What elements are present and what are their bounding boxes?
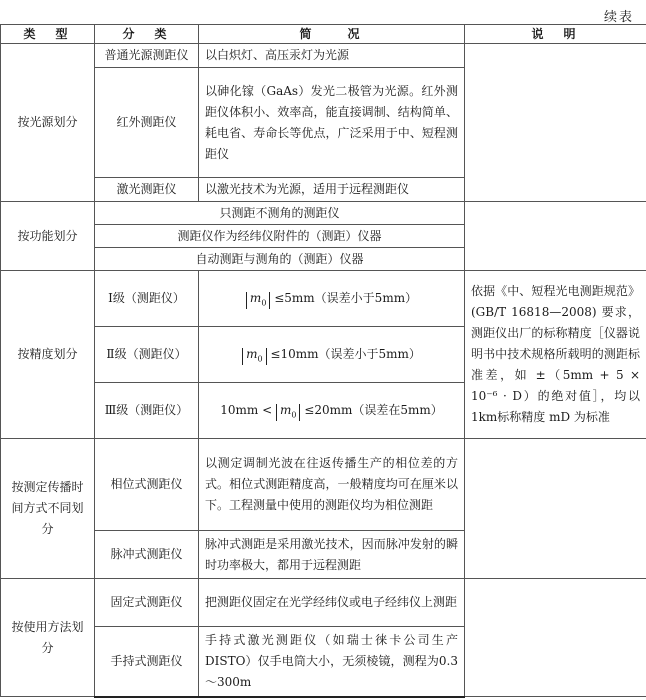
header-category: 分 类 (95, 25, 199, 44)
overview-cell: 把测距仪固定在光学经纬仪或电子经纬仪上测距 (199, 579, 465, 627)
m0-symbol: $m_0$ (276, 404, 300, 421)
table-row (1, 439, 646, 531)
category-cell: 红外测距仪 (95, 68, 199, 178)
overview-cell: 脉冲式测距是采用激光技术，因而脉冲发射的瞬时功率极大，都用于远程测距 (199, 531, 465, 579)
category-cell: 普通光源测距仪 (95, 44, 199, 68)
type-cell-light-source: 按光源划分 (1, 44, 95, 202)
function-cell: 自动测距与测角的（测距）仪器 (95, 248, 465, 271)
accuracy-cell (199, 271, 465, 327)
type-cell-accuracy: 按精度划分 (1, 271, 95, 439)
category-cell: 固定式测距仪 (95, 579, 199, 627)
overview-cell: 以砷化镓（GaAs）发光二极管为光源。红外测距仪体积小、效率高，能直接调制、结构简单、耗电省、寿命长等优点，广泛采用于中、短程测距仪 (199, 68, 465, 178)
accuracy-cell (199, 327, 465, 383)
rangefinder-classification-table (0, 24, 646, 698)
note-cell-empty (465, 439, 646, 579)
accuracy-suffix: ≤5mm（误差小于5mm） (274, 290, 418, 305)
accuracy-suffix: ≤10mm（误差小于5mm） (270, 346, 421, 361)
category-cell: 相位式测距仪 (95, 439, 199, 531)
table-row (1, 44, 646, 68)
category-cell: Ⅲ级（测距仪） (95, 383, 199, 439)
continued-label: 续表 (603, 10, 634, 25)
type-cell-usage: 按使用方法划分 (1, 579, 95, 697)
overview-cell: 以白炽灯、高压汞灯为光源 (199, 44, 465, 68)
note-cell-empty (465, 579, 646, 697)
header-row (1, 25, 646, 44)
overview-cell: 手持式激光测距仪（如瑞士徕卡公司生产DISTO）仅手电筒大小，无须棱镜，测程为0.3～300m (199, 627, 465, 697)
table-row (1, 271, 646, 327)
overview-cell: 以测定调制光波在往返传播生产的相位差的方式。相位式测距精度高，一般精度均可在厘米以下。工程测量中使用的测距仪均为相位测距 (199, 439, 465, 531)
note-cell-empty (465, 202, 646, 271)
category-cell: Ⅱ级（测距仪） (95, 327, 199, 383)
accuracy-cell (199, 383, 465, 439)
type-cell-function: 按功能划分 (1, 202, 95, 271)
m0-symbol: $m_0$ (242, 348, 266, 365)
header-overview: 简 况 (199, 25, 465, 44)
function-cell: 测距仪作为经纬仪附件的（测距）仪器 (95, 225, 465, 248)
type-cell-propagation: 按测定传播时间方式不同划分 (1, 439, 95, 579)
header-type: 类 型 (1, 25, 95, 44)
table-row (1, 202, 646, 225)
note-cell-empty (465, 44, 646, 202)
category-cell: 手持式测距仪 (95, 627, 199, 697)
accuracy-note: 依据《中、短程光电测距规范》(GB/T 16818—2008) 要求，测距仪出厂的标称精度［仪器说明书中技术规格所载明的测距标准差，如 ±（5mm + 5 × 10⁻⁶ · D）的绝对值］，均以1km标称精度 mD 为标准 (465, 271, 646, 439)
m0-symbol: $m_0$ (246, 292, 270, 309)
accuracy-suffix: ≤20mm（误差在5mm） (304, 402, 443, 417)
overview-cell: 以激光技术为光源，适用于远程测距仪 (199, 178, 465, 202)
header-note: 说 明 (465, 25, 646, 44)
table-row (1, 579, 646, 627)
function-cell: 只测距不测角的测距仪 (95, 202, 465, 225)
accuracy-prefix: 10mm < (220, 402, 273, 417)
category-cell: 脉冲式测距仪 (95, 531, 199, 579)
category-cell: Ⅰ级（测距仪） (95, 271, 199, 327)
category-cell: 激光测距仪 (95, 178, 199, 202)
